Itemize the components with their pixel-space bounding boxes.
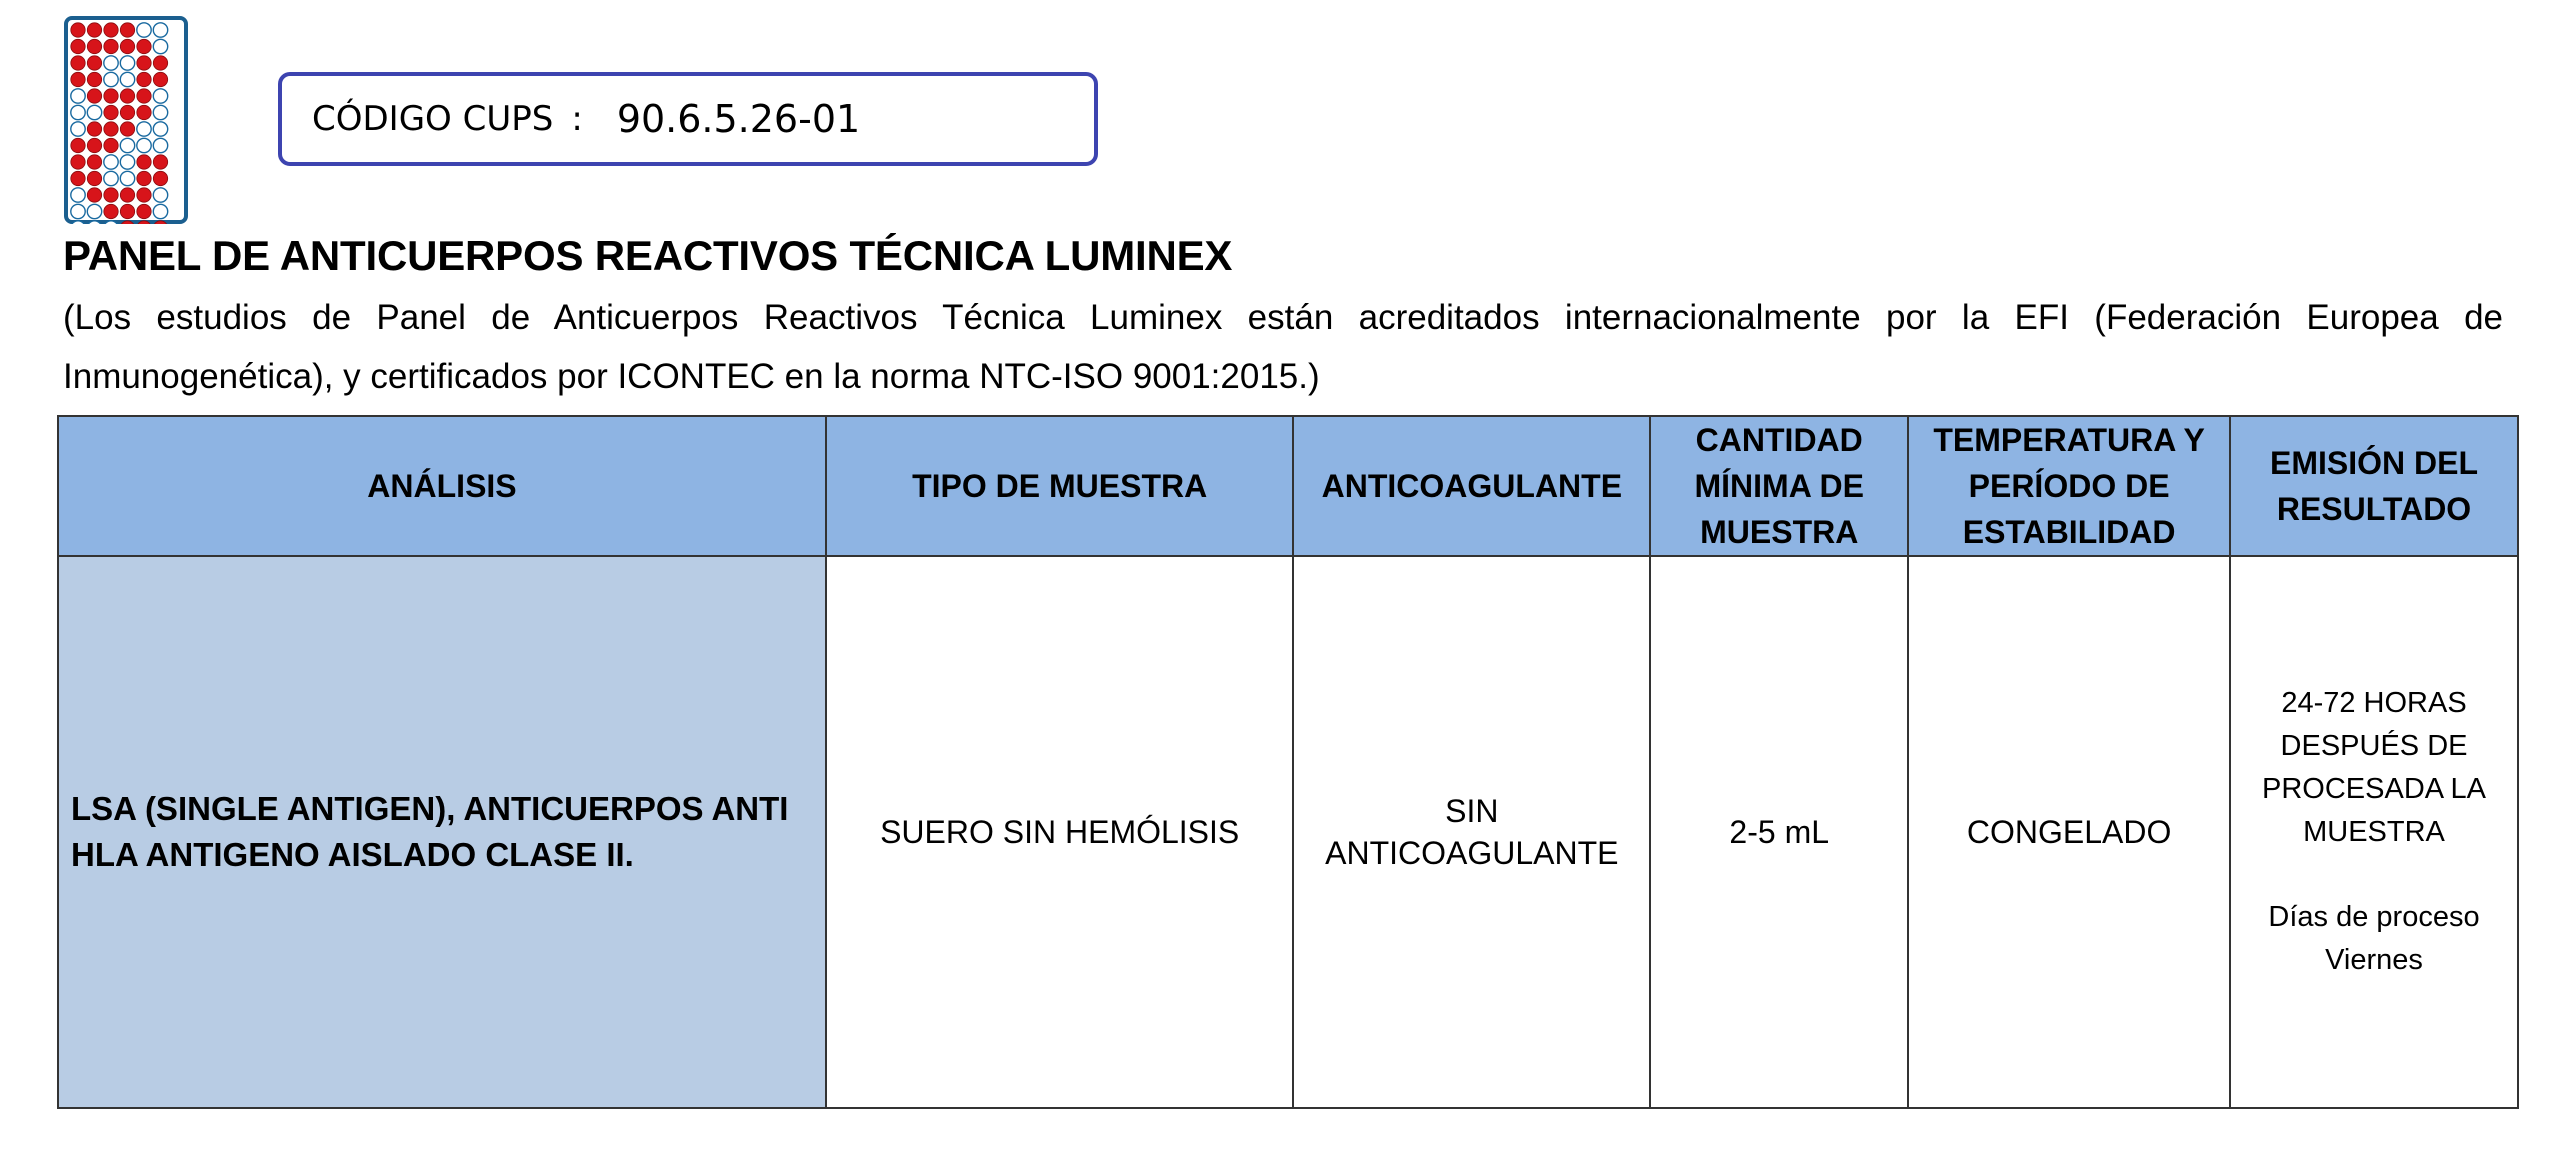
header-tipo-muestra: TIPO DE MUESTRA [826,416,1293,556]
logo-bead-empty [104,72,118,86]
logo-bead-filled [153,155,167,169]
logo-bead-filled [104,89,118,103]
logo-bead-filled [120,122,134,136]
logo-bead-empty [87,105,101,119]
logo-bead-filled [104,23,118,37]
logo-bead-empty [120,56,134,70]
logo-bead-empty [137,138,151,152]
header-analisis: ANÁLISIS [58,416,826,556]
logo-bead-filled [137,89,151,103]
logo-bead-empty [71,204,85,218]
logo-bead-empty [153,89,167,103]
logo-bead-filled [71,138,85,152]
logo-bead-filled [104,138,118,152]
cups-colon: : [571,99,583,139]
logo-bead-filled [87,56,101,70]
logo-bead-filled [71,171,85,185]
logo-bead-filled [120,89,134,103]
table-row [58,556,2518,1108]
accreditation-description: (Los estudios de Panel de Anticuerpos Reactivos Técnica Luminex están acreditados internacionalmente por la EFI (Federación Europea de Inmunogenética), y certificados por ICONTEC en la norma NTC-ISO 9001:2015.) [63,298,2503,396]
logo-bead-filled [71,155,85,169]
logo-bead-filled [137,39,151,53]
logo-bead-filled [120,105,134,119]
logo-bead-filled [87,72,101,86]
logo-bead-filled [104,188,118,202]
logo-bead-empty [153,23,167,37]
cell-tipo-muestra: SUERO SIN HEMÓLISIS [826,556,1293,1108]
logo-bead-filled [87,89,101,103]
cell-anticoagulante-text: SIN ANTICOAGULANTE [1325,793,1619,871]
logo-bead-filled [137,204,151,218]
logo-bead-filled [120,204,134,218]
logo-bead-filled [137,171,151,185]
logo-bead-filled [137,155,151,169]
table-header-row [58,416,2518,556]
page-title: PANEL DE ANTICUERPOS REACTIVOS TÉCNICA LUMINEX [63,232,1233,279]
logo-bead-filled [153,72,167,86]
logo-bead-filled [104,39,118,53]
cell-anticoagulante [1293,556,1650,1108]
logo-bead-empty [153,39,167,53]
cell-cantidad: 2-5 mL [1650,556,1908,1108]
logo-bead-empty [137,23,151,37]
logo-bead-empty [120,171,134,185]
logo-bead-filled [153,56,167,70]
logo-bead-filled [137,56,151,70]
logo-bead-empty [153,188,167,202]
logo-bead-empty [153,105,167,119]
logo-bead-filled [137,72,151,86]
header-temperatura: TEMPERATURA Y PERÍODO DE ESTABILIDAD [1908,416,2230,556]
logo-bead-filled [87,171,101,185]
lab-logo-icon [64,16,188,224]
header-emision: EMISIÓN DEL RESULTADO [2230,416,2518,556]
logo-bead-filled [87,122,101,136]
logo-bead-filled [87,138,101,152]
logo-bead-filled [71,72,85,86]
logo-bead-filled [104,105,118,119]
logo-bead-empty [153,122,167,136]
logo-bead-filled [87,155,101,169]
logo-bead-empty [87,204,101,218]
logo-bead-empty [120,138,134,152]
logo-bead-empty [137,122,151,136]
logo-bead-empty [153,204,167,218]
logo-bead-filled [120,188,134,202]
logo-bead-filled [153,171,167,185]
logo-bead-filled [104,204,118,218]
emision-tiempo: 24-72 HORAS DESPUÉS DE PROCESADA LA MUESTRA [2262,687,2487,848]
logo-bead-empty [104,171,118,185]
logo-bead-filled [87,188,101,202]
cups-code: 90.6.5.26-01 [616,97,861,141]
logo-bead-filled [137,105,151,119]
logo-bead-empty [120,155,134,169]
logo-bead-filled [71,23,85,37]
emision-dias: Días de proceso Viernes [2268,901,2480,976]
logo-bead-filled [137,188,151,202]
logo-bead-empty [71,105,85,119]
cups-code-box [278,72,1098,166]
logo-bead-filled [87,39,101,53]
logo-bead-filled [71,56,85,70]
logo-bead-filled [120,39,134,53]
cups-label: CÓDIGO CUPS [312,99,554,139]
logo-bead-empty [71,122,85,136]
logo-bead-filled [87,23,101,37]
logo-bead-empty [71,188,85,202]
logo-bead-empty [120,72,134,86]
logo-bead-filled [104,122,118,136]
logo-bead-empty [153,138,167,152]
logo-bead-empty [71,89,85,103]
cell-emision [2230,556,2518,1108]
cell-temperatura: CONGELADO [1908,556,2230,1108]
header-anticoagulante: ANTICOAGULANTE [1293,416,1650,556]
logo-bead-empty [104,56,118,70]
cell-analisis: LSA (SINGLE ANTIGEN), ANTICUERPOS ANTI HLA ANTIGENO AISLADO CLASE II. [58,556,826,1108]
analysis-table [57,415,2519,1109]
logo-bead-filled [120,23,134,37]
header-cantidad: CANTIDAD MÍNIMA DE MUESTRA [1650,416,1908,556]
logo-bead-filled [71,39,85,53]
logo-bead-empty [104,155,118,169]
